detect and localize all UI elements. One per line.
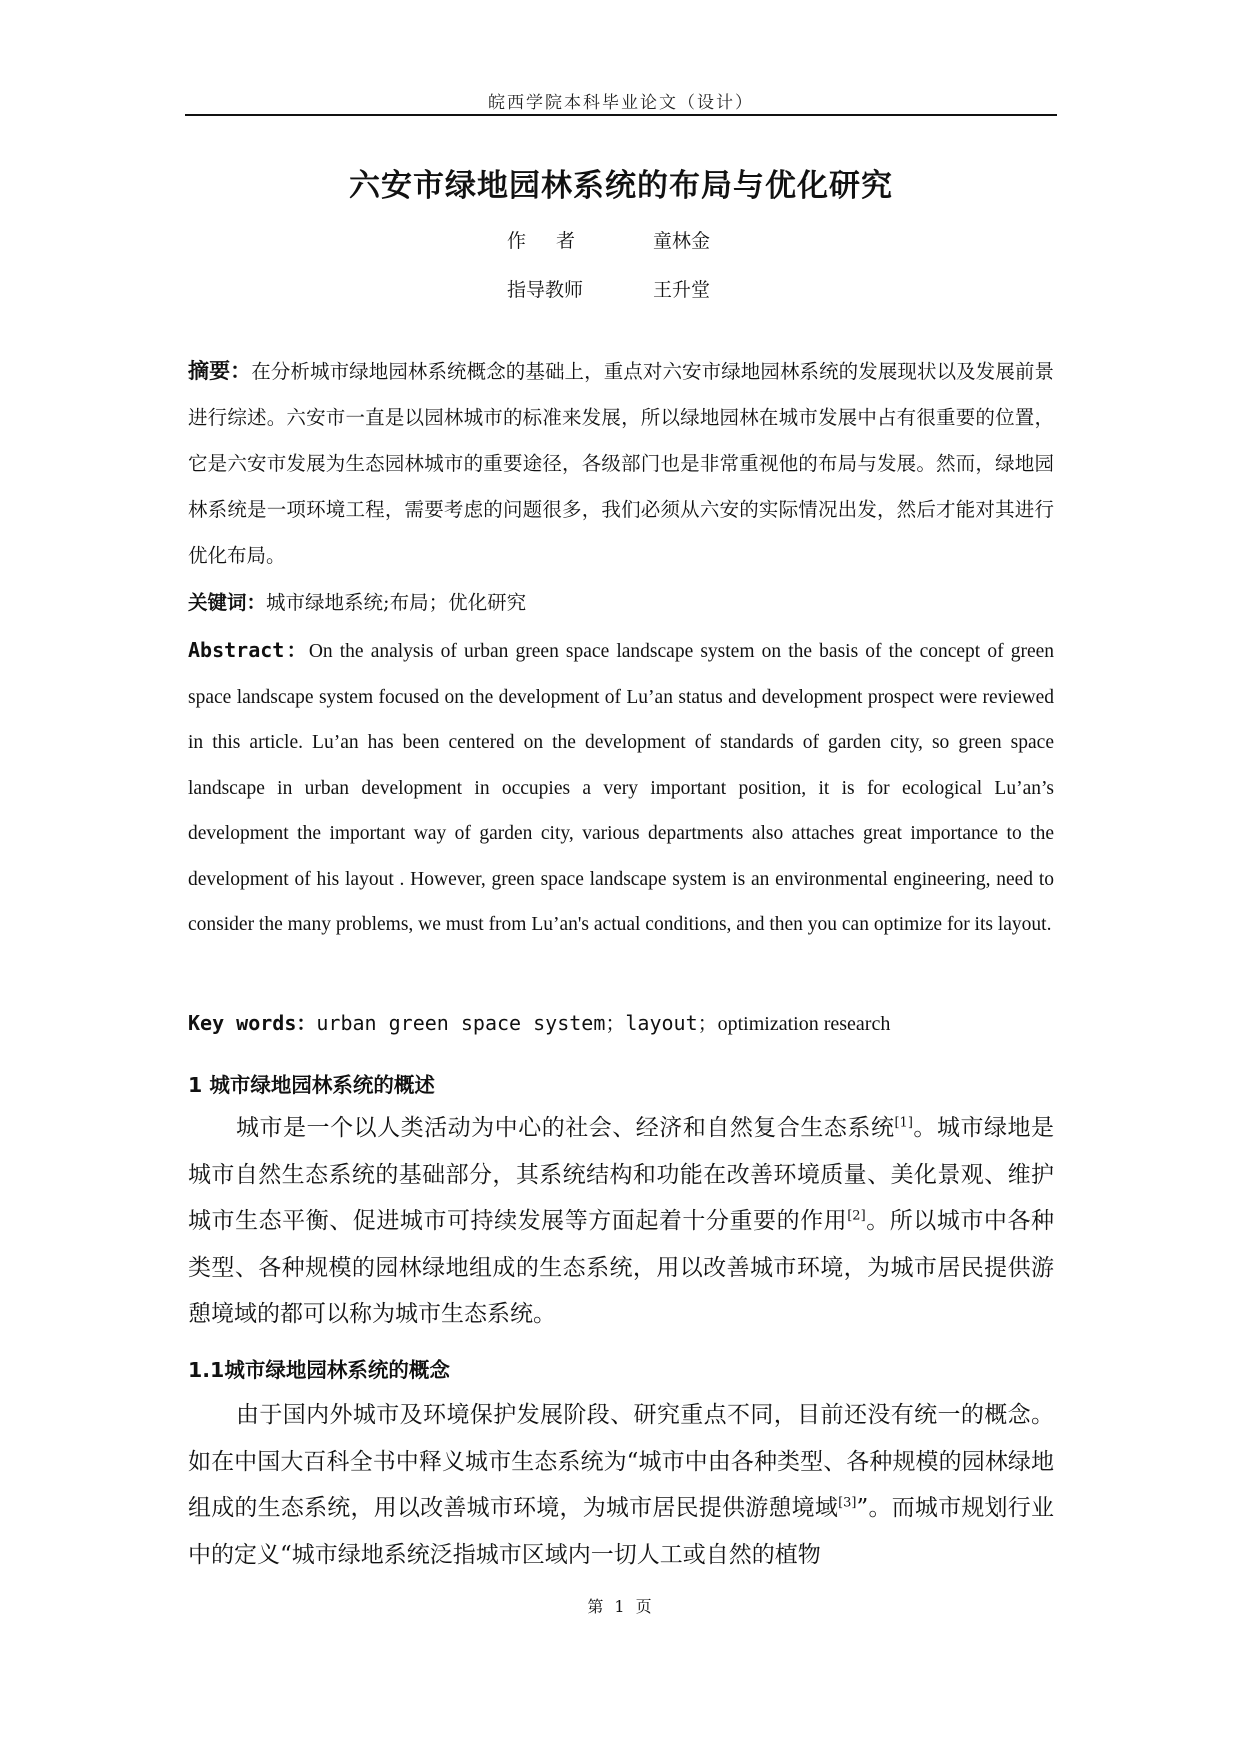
- section-1-1-paragraph: [188, 1392, 1054, 1578]
- section-1-paragraph: [188, 1105, 1054, 1338]
- keywords-zh: [188, 588, 1054, 618]
- section-1-1-heading: 1.1城市绿地园林系统的概念: [188, 1358, 450, 1382]
- citation-3: [3]: [838, 1495, 857, 1511]
- author-row: [507, 226, 710, 253]
- keywords-zh-label: 关键词：: [188, 591, 267, 614]
- keywords-zh-text: 城市绿地系统;布局；优化研究: [266, 591, 527, 614]
- section-1-text-c: 。所以城市中各种类型、各种规模的园林绿地组成的生态系统，用以改善城市环境，为城市居民提供游憩境域的都可以称为城市生态系统。: [188, 1208, 1055, 1327]
- section-1-text-b: 。城市绿地是城市自然生态系统的基础部分，其系统结构和功能在改善环境质量、美化景观、维护城市生态平衡、促进城市可持续发展等方面起着十分重要的作用: [188, 1115, 1055, 1234]
- advisor-name: 王升堂: [653, 279, 711, 301]
- citation-1: [1]: [894, 1115, 913, 1131]
- keywords-en-label: Key words：: [188, 1011, 317, 1035]
- advisor-label: 指导教师: [507, 279, 584, 301]
- advisor-row: [507, 275, 710, 302]
- keywords-en: [188, 1008, 1054, 1039]
- abstract-en-label: Abstract：: [188, 638, 309, 662]
- section-1-1-text-b: ”。而城市规划行业中的定义“城市绿地系统泛指城市区域内一切人工或自然的植物: [188, 1495, 1054, 1568]
- running-header: 皖西学院本科毕业论文（设计）: [488, 93, 754, 113]
- header-rule: [185, 114, 1057, 116]
- page-number: 第 1 页: [587, 1597, 655, 1616]
- keywords-en-part1: urban green space system；layout；: [316, 1011, 718, 1035]
- section-1-text-a: 城市是一个以人类活动为中心的社会、经济和自然复合生态系统: [236, 1115, 895, 1141]
- citation-2: [2]: [847, 1208, 866, 1224]
- abstract-en: [188, 628, 1054, 948]
- section-1-1-text-a: 由于国内外城市及环境保护发展阶段、研究重点不同，目前还没有统一的概念。如在中国大百科全书中释义城市生态系统为“城市中由各种类型、各种规模的园林绿地组成的生态系统，用以改善城市环境，为城市居民提供游憩境域: [188, 1402, 1054, 1521]
- abstract-zh-label: 摘要：: [188, 359, 252, 383]
- section-1-heading: 1 城市绿地园林系统的概述: [188, 1073, 435, 1097]
- abstract-zh: [188, 348, 1054, 579]
- author-label: 作者: [507, 230, 606, 252]
- author-name: 童林金: [653, 230, 711, 252]
- abstract-en-text: On the analysis of urban green space landscape system on the basis of the concept of green space landscape system focused on the development of Lu’an status and development prospect were reviewed in this article. Lu’an has been centered on the development of standards of garden city, so green space landscape in urban development in occupies a very important position, it is for ecological Lu’an’s development the important way of garden city, various departments also attaches great importance to the development of his layout . However, green space landscape system is an environmental engineering, need to consider the many problems, we must from Lu’an's actual conditions, and then you can optimize for its layout.: [188, 641, 1055, 935]
- abstract-zh-text: 在分析城市绿地园林系统概念的基础上，重点对六安市绿地园林系统的发展现状以及发展前景进行综述。六安市一直是以园林城市的标准来发展，所以绿地园林在城市发展中占有很重要的位置，它是六安市发展为生态园林城市的重要途径，各级部门也是非常重视他的布局与发展。然而，绿地园林系统是一项环境工程，需要考虑的问题很多，我们必须从六安的实际情况出发，然后才能对其进行优化布局。: [188, 360, 1054, 567]
- document-title: 六安市绿地园林系统的布局与优化研究: [349, 168, 893, 204]
- keywords-en-part2: optimization research: [717, 1013, 891, 1035]
